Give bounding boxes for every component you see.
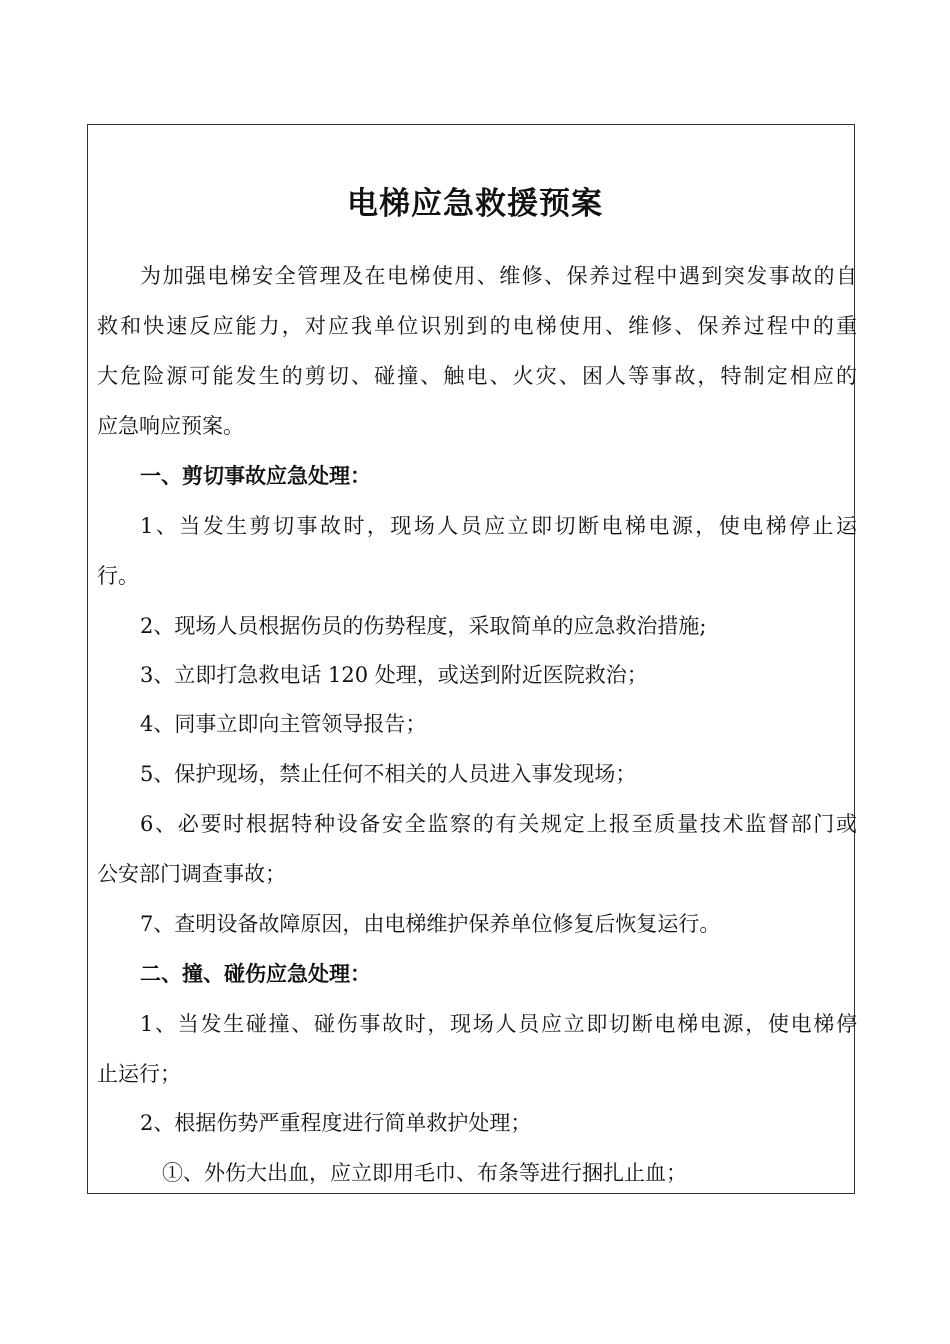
shear-item-2: 2、现场人员根据伤员的伤势程度，采取简单的应急救治措施; xyxy=(140,614,707,638)
collision-subitem-1: ①、外伤大出血，应立即用毛巾、布条等进行捆扎止血； xyxy=(162,1161,687,1185)
shear-item-4: 4、同事立即向主管领导报告； xyxy=(140,712,427,736)
intro-line-1: 为加强电梯安全管理及在电梯使用、维修、保养过程中遇到突发事故的自 xyxy=(140,264,857,288)
collision-item-1: 1、当发生碰撞、碰伤事故时，现场人员应立即切断电梯电源，使电梯停 xyxy=(140,1012,857,1036)
intro-line-2: 救和快速反应能力，对应我单位识别到的电梯使用、维修、保养过程中的重 xyxy=(97,314,857,338)
shear-item-6-cont: 公安部门调查事故； xyxy=(97,862,286,886)
collision-item-2: 2、根据伤势严重程度进行简单救护处理； xyxy=(140,1111,532,1135)
shear-item-7: 7、查明设备故障原因，由电梯维护保养单位修复后恢复运行。 xyxy=(140,912,721,936)
shear-item-3: 3、立即打急救电话 120 处理，或送到附近医院救治； xyxy=(140,663,648,687)
shear-item-6: 6、必要时根据特种设备安全监察的有关规定上报至质量技术监督部门或 xyxy=(140,812,857,836)
shear-item-1: 1、当发生剪切事故时，现场人员应立即切断电梯电源，使电梯停止运 xyxy=(140,514,857,538)
collision-item-1-cont: 止运行； xyxy=(97,1062,181,1086)
intro-line-4: 应急响应预案。 xyxy=(97,414,244,438)
shear-item-1-cont: 行。 xyxy=(97,564,139,588)
intro-line-3: 大危险源可能发生的剪切、碰撞、触电、火灾、困人等事故，特制定相应的 xyxy=(97,364,857,388)
section-heading-shear: 一、剪切事故应急处理： xyxy=(140,464,371,488)
page-title: 电梯应急救援预案 xyxy=(347,186,603,222)
section-heading-collision: 二、撞、碰伤应急处理： xyxy=(140,962,371,986)
shear-item-5: 5、保护现场，禁止任何不相关的人员进入事发现场； xyxy=(140,762,637,786)
